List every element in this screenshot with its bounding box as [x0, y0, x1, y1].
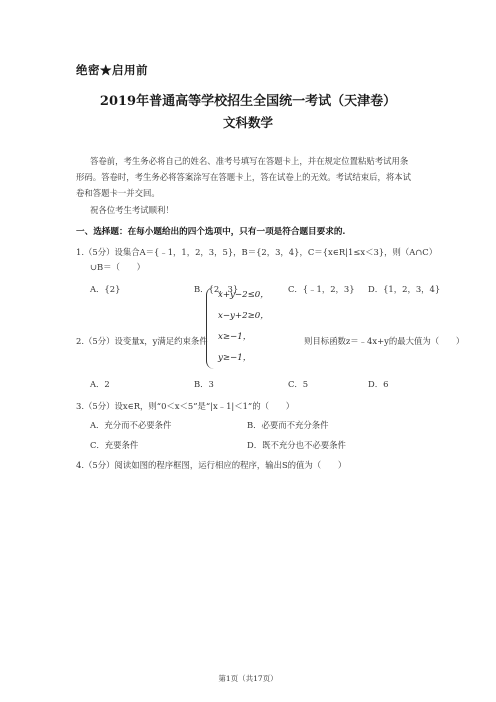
q2-constraint-2: x−y+2≥0， — [218, 311, 269, 321]
brace-symbol — [206, 287, 215, 369]
good-luck-line: 祝各位考生考试顺利！ — [90, 205, 174, 215]
exam-title: 2019年普通高等学校招生全国统一考试（天津卷） — [99, 94, 397, 109]
instructions-line-1: 答卷前，考生务必将自己的姓名、准考号填写在答题卡上，并在规定位置粘贴考试用条 — [90, 156, 409, 166]
q2-option-d: D．6 — [368, 379, 389, 389]
exam-subject: 文科数学 — [222, 115, 273, 130]
q3-option-a: A．充分而不必要条件 — [90, 420, 172, 430]
q2-constraint-3: x≥−1， — [218, 332, 252, 342]
q1-option-d: D．{1，2，3，4} — [368, 284, 441, 294]
q2-stem-left: 2.（5分）设变量x，y满足约束条件 — [76, 336, 208, 346]
q1-stem-line-2: ∪B＝（ ） — [90, 262, 146, 272]
q1-option-b: B．{2，3} — [194, 284, 239, 294]
q1-option-c: C．{﹣1，2，3} — [288, 284, 355, 294]
q2-option-b: B．3 — [194, 379, 214, 389]
q2-constraint-1: x+y−2≤0， — [218, 290, 269, 300]
q2-option-c: C．5 — [288, 379, 309, 389]
q1-stem-line-1: 1.（5分）设集合A＝{﹣1，1，2，3，5}，B＝{2，3，4}，C＝{x∈R|1≤x＜3}，则（A∩C） — [76, 247, 438, 257]
instructions-line-2: 形码。答卷时，考生务必将答案涂写在答题卡上，答在试卷上的无效。考试结束后，将本试 — [76, 172, 411, 182]
q4-stem: 4.（5分）阅读如图的程序框图，运行相应的程序，输出S的值为（ ） — [76, 460, 347, 470]
q2-option-a: A．2 — [90, 379, 110, 389]
q1-option-a: A．{2} — [90, 284, 121, 294]
q3-stem: 3.（5分）设x∈R，则“0＜x＜5”是“|x﹣1|＜1”的（ ） — [76, 401, 295, 411]
page-number: 第1页（共17页） — [218, 674, 278, 683]
q2-stem-right: 则目标函数z＝﹣4x+y的最大值为（ ） — [304, 336, 465, 346]
q2-constraint-system — [206, 287, 296, 369]
q2-constraint-4: y≥−1， — [218, 353, 252, 363]
q3-option-c: C．充要条件 — [90, 440, 139, 450]
section-heading-choice: 一、选择题：在每小题给出的四个选项中，只有一项是符合题目要求的. — [76, 227, 346, 237]
confidential-label: 绝密★启用前 — [76, 63, 148, 77]
q3-option-d: D．既不充分也不必要条件 — [247, 440, 346, 450]
q3-option-b: B．必要而不充分条件 — [247, 420, 329, 430]
instructions-line-3: 卷和答题卡一并交回。 — [76, 188, 160, 198]
